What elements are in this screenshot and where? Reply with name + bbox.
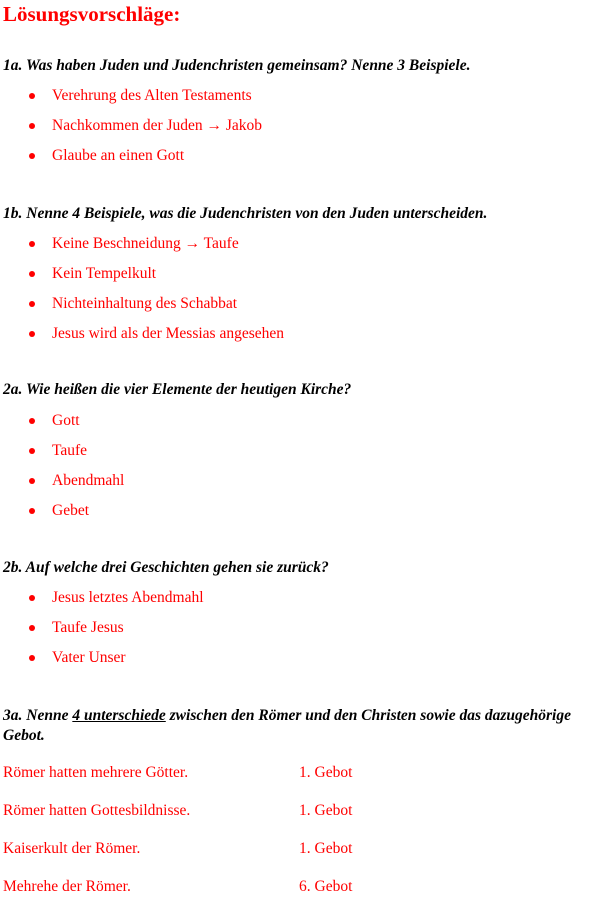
bullet-icon — [29, 93, 35, 99]
bullet-icon — [29, 241, 35, 247]
difference-text: Mehrehe der Römer. — [3, 878, 131, 895]
difference-text: Römer hatten mehrere Götter. — [3, 764, 189, 781]
difference-text: Römer hatten Gottesbildnisse. — [3, 802, 191, 819]
commandment-text: 1. Gebot — [299, 764, 353, 781]
question-3a: 3a. Nenne 4 unterschiede zwischen den Römer und den Christen sowie das dazugehörige Gebot. — [3, 707, 571, 744]
bullet-icon — [29, 123, 35, 129]
page-title: Lösungsvorschläge: — [3, 2, 181, 26]
question-1b: 1b. Nenne 4 Beispiele, was die Judenchristen von den Juden unterscheiden. — [3, 205, 488, 222]
commandment-text: 6. Gebot — [299, 878, 353, 895]
bullet-icon — [29, 508, 35, 514]
question-1a: 1a. Was haben Juden und Judenchristen gemeinsam? Nenne 3 Beispiele. — [3, 57, 471, 74]
commandment-text: 1. Gebot — [299, 802, 353, 819]
bullet-icon — [29, 301, 35, 307]
bullet-icon — [29, 331, 35, 337]
bullet-icon — [29, 153, 35, 159]
bullet-icon — [29, 448, 35, 454]
difference-text: Kaiserkult der Römer. — [3, 840, 141, 857]
commandment-text: 1. Gebot — [299, 840, 353, 857]
question-2b: 2b. Auf welche drei Geschichten gehen sie zurück? — [3, 559, 329, 576]
bullet-icon — [29, 271, 35, 277]
bullet-icon — [29, 625, 35, 631]
underlined-emphasis: 4 unterschiede — [72, 707, 166, 724]
bullet-icon — [29, 655, 35, 661]
question-2a: 2a. Wie heißen die vier Elemente der heutigen Kirche? — [3, 381, 352, 398]
bullet-icon — [29, 418, 35, 424]
bullet-icon — [29, 595, 35, 601]
bullet-icon — [29, 478, 35, 484]
